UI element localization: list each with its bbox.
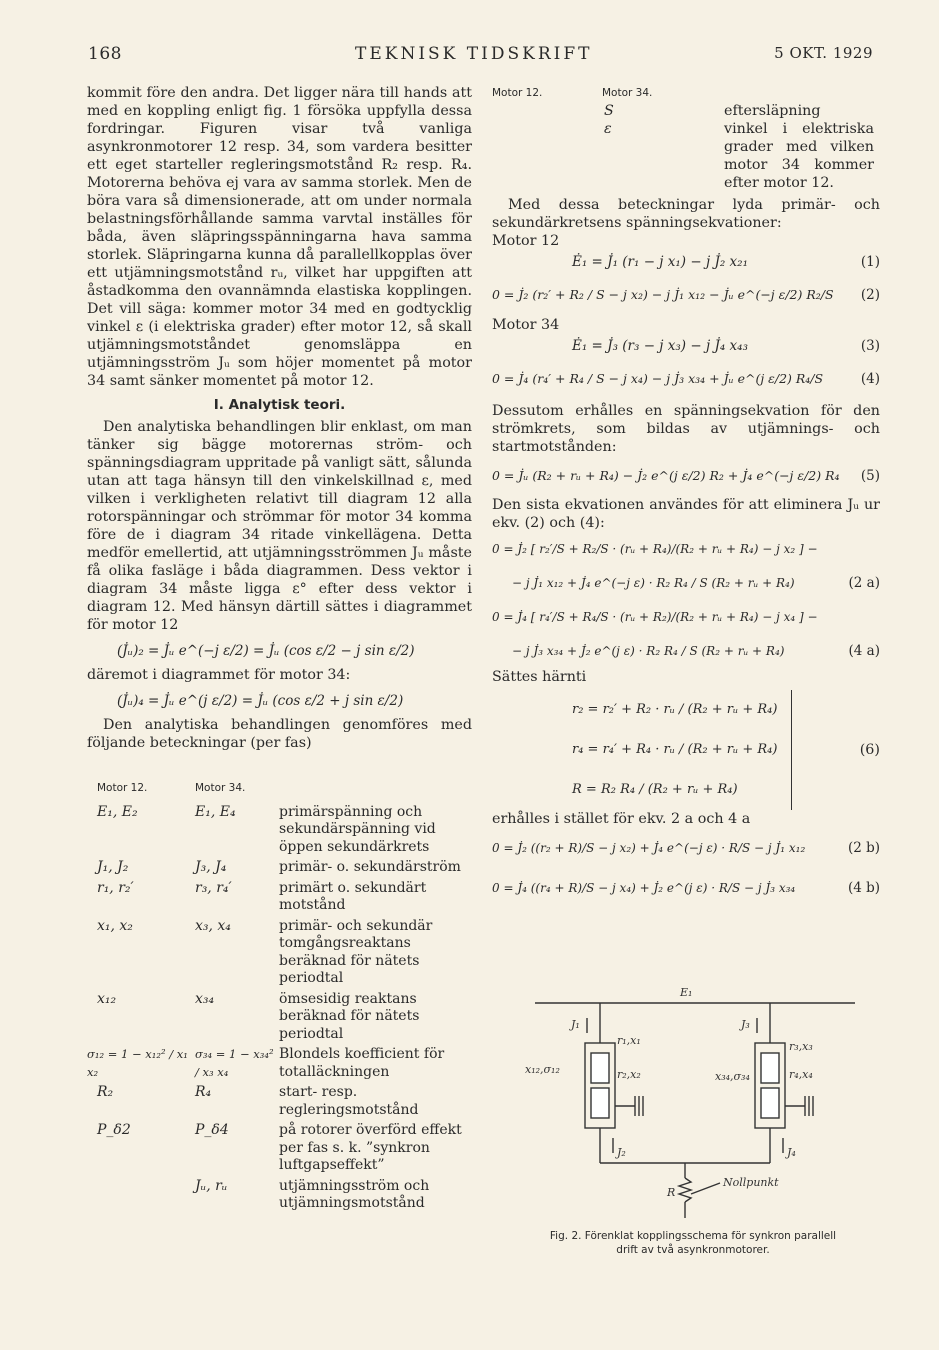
equation-row [492,456,880,496]
equation: 0 = J̇₄ (r₄′ + R₄ / S − j x₄) − j J̇₃ x₃₄ + J̇ᵤ e^(j ε/2) R₄/S [492,371,824,386]
paragraph: kommit före den andra. Det ligger nära till hands att med en koppling enligt fig. 1 försöka uppfylla dessa fordringar. Figuren visar två vanliga asynkronmotorer 12 resp. 34, som vardera besitter ett eget starteller regleringsmotstånd R₂ resp. R₄. Motorerna behöva ej vara av samma storlek. Men de böra vara så dimensionerade, att om under normala belastningsförhållande samma varvtal inställes för båda, även släpringsspänningarna hava samma storlek. Släpringarna kunna då parallellkopplas över ett utjämningsmotstånd rᵤ, vilket har uppgiften att åstadkomma den ovannämnda elastiska kopplingen. Det vill säga: kommer motor 34 med en godtycklig vinkel ε (i elektriska grader) efter motor 12, så skall utjämningsmotståndet genomsläppa en utjämningsström Jᵤ som höjer momentet på motor 34 samt sänker momentet på motor 12. [87,85,472,389]
right-column [492,84,880,908]
resistor-r [679,1178,691,1202]
equation: r₂ = r₂′ + R₂ · rᵤ / (R₂ + rᵤ + R₄) [572,702,778,717]
motor-34-primary [761,1053,779,1083]
equation: Ė₁ = J̇₃ (r₃ − j x₃) − j J̇₄ x₄₃ [572,338,748,354]
label-x34s34: x₃₄,σ₃₄ [715,1070,750,1083]
equation-number: (2) [860,287,880,303]
label-nollpunkt: Nollpunkt [723,1176,779,1189]
label-r1x1: r₁,x₁ [617,1034,641,1047]
table-row: R₂ R₄ start- resp. regleringsmotstånd [97,1084,419,1118]
paragraph: däremot i diagrammet för motor 34: [87,667,351,683]
equation-group [492,690,880,810]
equation-row [492,868,880,908]
paragraph: Den analytiska behandlingen blir enklast, om man tänker sig bägge motorernas ström- och spänningsdiagram uppritade på vanligt sätt, sålunda utan att taga hänsyn till den vinkelskillnad ε, med vilken i verkligheten relativt till diagram 12 alla rotorspänningar och strömmar för motor 34 komma före de i diagram 34 ritade vinkellägena. Detta medför emellertid, att utjämningsströmmen Jᵤ måste få olika fasläge i båda diagrammen. Dess vektor i diagram 34 måste ligga ε° efter dess vektor i diagram 12. Med hänsyn därtill sättes i diagrammet för motor 12 [87,419,472,633]
section-heading: I. Analytisk teori. [213,397,346,413]
subheading: Motor 34 [492,317,560,333]
label-j2: J₂ [617,1146,626,1159]
equation-row [492,250,880,274]
table-row: x₁, x₂ x₃, x₄ primär- och sekundär tomgångsreaktans beräknad för nätets periodtal [97,917,433,986]
paragraph: Dessutom erhålles en spänningsekvation för den strömkrets, som bildas av utjämnings- och startmotstånden: [492,403,880,455]
label-j3: J₃ [741,1018,750,1031]
table-row: r₁, r₂′ r₃, r₄′ primärt o. sekundärt motstånd [97,879,427,913]
equation: (J̇ᵤ)₄ = J̇ᵤ e^(j ε/2) = J̇ᵤ (cos ε/2 + j sin ε/2) [117,693,404,709]
paragraph: erhålles i stället för ekv. 2 a och 4 a [492,811,751,827]
journal-title: TEKNISK TIDSKRIFT [355,44,593,64]
equation: 0 = J̇₂ ((r₂ + R)/S − j x₂) + J̇₄ e^(−j ε) · R/S − j J̇₁ x₁₂ [492,841,806,855]
equation-number: (4 a) [848,643,880,659]
equation-number: (1) [860,254,880,270]
symbol: S [604,103,614,119]
equation-row [492,334,880,358]
figure-caption: Fig. 2. Förenklat kopplingsschema för synkron parallell drift av två asynkronmotorer. [549,1230,837,1256]
equation-number: (2 b) [847,840,880,856]
equation-row [492,566,880,600]
equation-row [492,274,880,316]
table-row: σ₁₂ = 1 − x₁₂² / x₁ x₂ σ₃₄ = 1 − x₃₄² / x₃ x₄ Blondels koefficient för totalläckningen [87,1046,445,1080]
equation: 0 = J̇₂ (r₂′ + R₂ / S − j x₂) − j J̇₁ x₁₂ − J̇ᵤ e^(−j ε/2) R₂/S [492,287,834,302]
equation: (J̇ᵤ)₂ = J̇ᵤ e^(−j ε/2) = J̇ᵤ (cos ε/2 − j sin ε/2) [117,643,415,659]
equation-row [492,828,880,868]
equation: 0 = J̇₄ [ r₄′/S + R₄/S · (rᵤ + R₂)/(R₂ + rᵤ + R₄) − j x₄ ] − [492,610,818,624]
equation-number: (4) [860,371,880,387]
issue-date: 5 OKT. 1929 [774,44,873,62]
column-header: Motor 12. [97,782,148,794]
equation: Ė₁ = J̇₁ (r₁ − j x₁) − j J̇₂ x₂₁ [572,254,748,270]
label-r3x3: r₃,x₃ [789,1040,813,1053]
equation-row [492,532,880,566]
equation: 0 = J̇₂ [ r₂′/S + R₂/S · (rᵤ + R₄)/(R₂ + rᵤ + R₄) − j x₂ ] − [492,542,818,556]
label-e1: E₁ [680,986,693,999]
equation: r₄ = r₄′ + R₄ · rᵤ / (R₂ + rᵤ + R₄) [572,742,778,757]
paragraph: Den sista ekvationen användes för att eliminera Jᵤ ur ekv. (2) och (4): [492,497,880,531]
paragraph: Med dessa beteckningar lyda primär- och sekundärkretsens spänningsekvationer: [492,197,880,231]
equation-row [492,634,880,668]
label-j4: J₄ [787,1146,796,1159]
label-r2x2: r₂,x₂ [617,1068,641,1081]
table-row: x₁₂ x₃₄ ömsesidig reaktans beräknad för nätets periodtal [97,990,420,1042]
equation-row [492,600,880,634]
table-row: E₁, E₂ E₁, E₄ primärspänning och sekundärspänning vid öppen sekundärkrets [97,803,436,855]
notation-table [87,780,477,1213]
label-x12s12: x₁₂,σ₁₂ [525,1063,560,1076]
table-row: J₁, J₂ J₃, J₄ primär- o. sekundärström [97,859,461,875]
motor-12-secondary [591,1088,609,1118]
page-number: 168 [88,44,122,64]
left-column [87,84,472,752]
equation: − j J̇₁ x₁₂ + J̇₄ e^(−j ε) · R₂ R₄ / S (R₂ + rᵤ + R₄) [512,576,795,590]
equation: − j J̇₃ x₃₄ + J̇₂ e^(j ε) · R₂ R₄ / S (R₂ + rᵤ + R₄) [512,644,785,658]
equation-number: (3) [860,338,880,354]
column-header: Motor 34. [602,87,653,99]
table-row: Jᵤ, rᵤ utjämningsström och utjämningsmotstånd [195,1177,430,1211]
label-r: R [667,1186,676,1199]
paragraph: Sättes härnti [492,669,587,685]
equation-number: (2 a) [848,575,880,591]
column-header: Motor 12. [492,87,543,99]
equation-number: (6) [859,742,880,758]
label-r4x4: r₄,x₄ [789,1068,813,1081]
symbol-desc: eftersläpning [724,103,821,119]
column-header: Motor 34. [195,782,246,794]
equation-number: (4 b) [847,880,880,896]
label-j1: J₁ [571,1018,580,1031]
equation: R = R₂ R₄ / (R₂ + rᵤ + R₄) [572,782,738,797]
equation: 0 = J̇ᵤ (R₂ + rᵤ + R₄) − J̇₂ e^(j ε/2) R₂ + J̇₄ e^(−j ε/2) R₄ [492,468,840,483]
equation-row [492,358,880,400]
null-point-lead [691,1183,720,1194]
motor-12-primary [591,1053,609,1083]
subheading: Motor 12 [492,233,560,249]
equation-number: (5) [860,468,880,484]
symbol: ε [604,121,612,137]
equation: 0 = J̇₄ ((r₄ + R)/S − j x₄) + J̇₂ e^(j ε) · R/S − j J̇₃ x₃₄ [492,881,796,895]
table-row: P_δ2 P_δ4 på rotorer överförd effekt per fas s. k. ”synkron luftgapseffekt” [97,1122,462,1173]
circuit-diagram [505,978,885,1228]
motor-34-secondary [761,1088,779,1118]
paragraph: Den analytiska behandlingen genomföres med följande beteckningar (per fas) [87,717,472,751]
symbol-desc: vinkel i elektriska grader med vilken motor 34 kommer efter motor 12. [724,121,874,191]
